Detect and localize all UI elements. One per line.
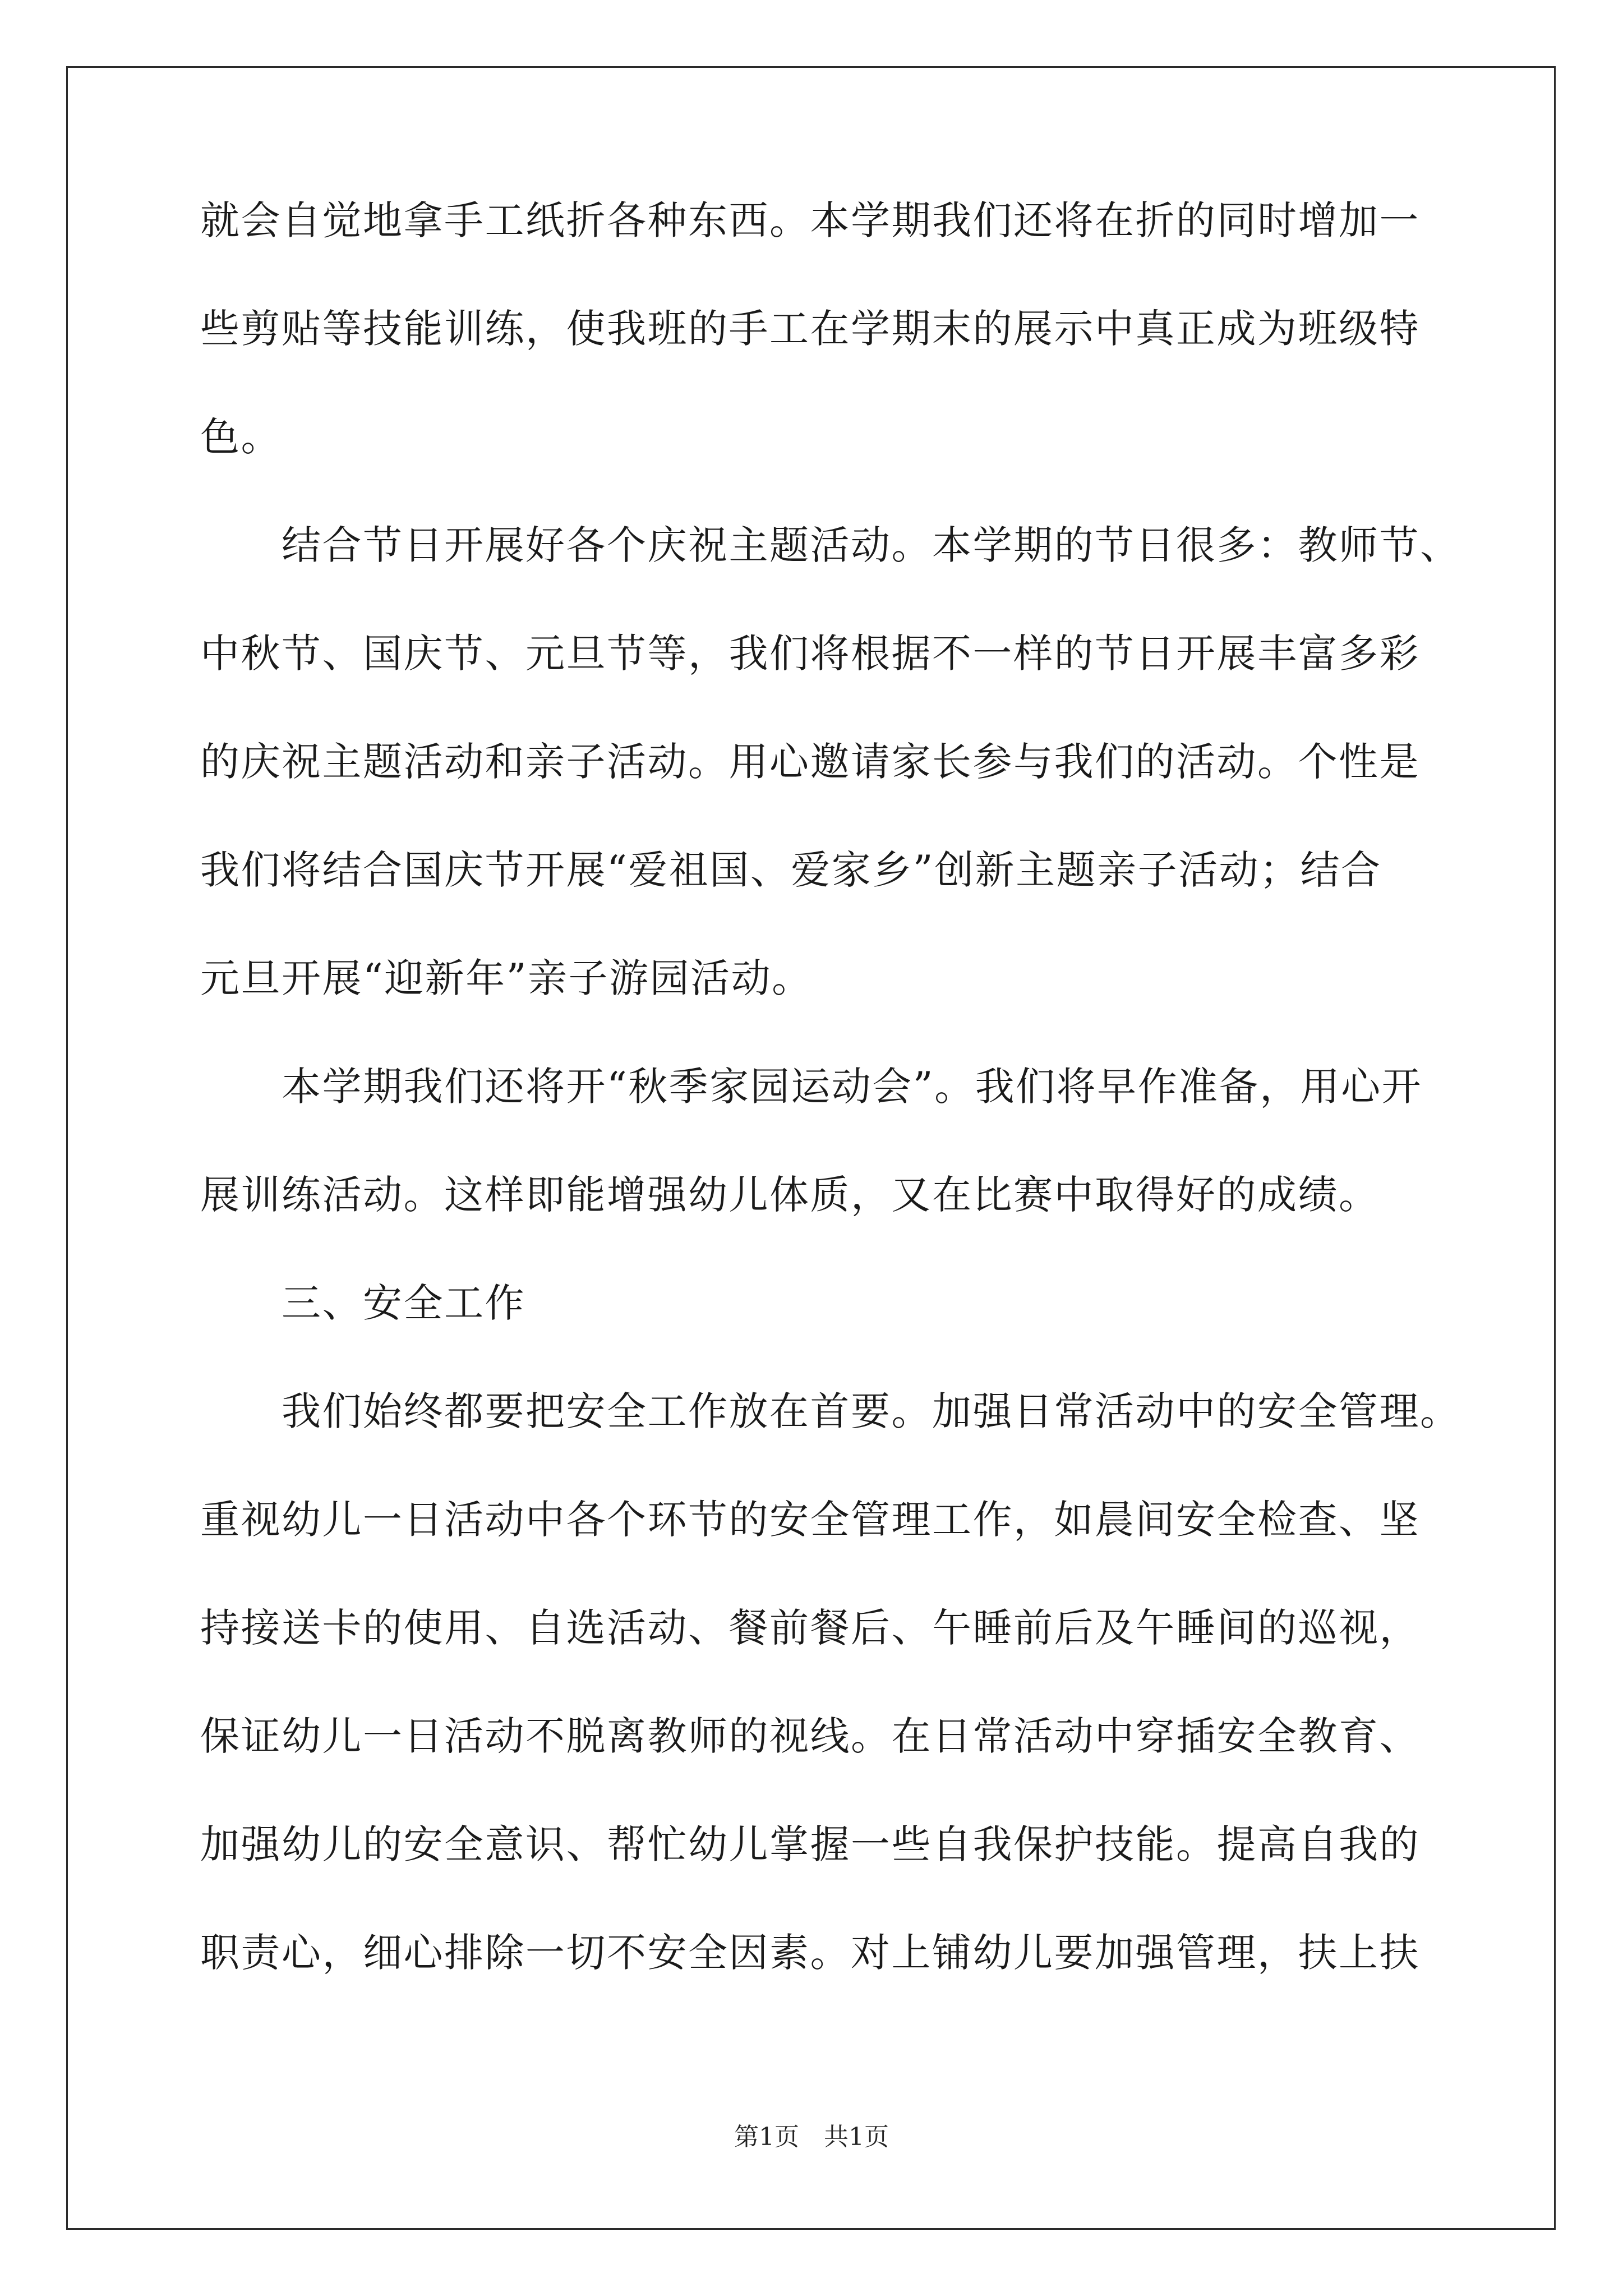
section-heading: 三、安全工作 (200, 1280, 525, 1326)
text-line: 展训练活动。这样即能增强幼儿体质，又在比赛中取得好的成绩。 (200, 1172, 1380, 1218)
text-line: 的庆祝主题活动和亲子活动。用心邀请家长参与我们的活动。个性是 (200, 739, 1420, 785)
text-line: 重视幼儿一日活动中各个环节的安全管理工作，如晨间安全检查、坚 (200, 1497, 1420, 1543)
text-line: 保证幼儿一日活动不脱离教师的视线。在日常活动中穿插安全教育、 (200, 1713, 1420, 1759)
text-line: 加强幼儿的安全意识、帮忙幼儿掌握一些自我保护技能。提高自我的 (200, 1821, 1420, 1867)
text-line: 就会自觉地拿手工纸折各种东西。本学期我们还将在折的同时增加一 (200, 197, 1420, 243)
text-line: 色。 (200, 414, 282, 460)
text-line: 我们将结合国庆节开展“爱祖国、爱家乡”创新主题亲子活动；结合 (200, 847, 1382, 893)
text-line: 结合节日开展好各个庆祝主题活动。本学期的节日很多：教师节、 (200, 522, 1461, 568)
text-line: 元旦开展“迎新年”亲子游园活动。 (200, 955, 813, 1001)
document-body (200, 197, 1461, 2041)
text-line: 职责心，细心排除一切不安全因素。对上铺幼儿要加强管理，扶上扶 (200, 1930, 1420, 1976)
text-line: 本学期我们还将开“秋季家园运动会”。我们将早作准备，用心开 (200, 1064, 1423, 1110)
text-line: 我们始终都要把安全工作放在首要。加强日常活动中的安全管理。 (200, 1388, 1461, 1434)
page-number-footer: 第1页 共1页 (734, 2123, 889, 2151)
text-line: 持接送卡的使用、自选活动、餐前餐后、午睡前后及午睡间的巡视， (200, 1605, 1420, 1651)
text-line: 些剪贴等技能训练，使我班的手工在学期末的展示中真正成为班级特 (200, 306, 1420, 352)
text-line: 中秋节、国庆节、元旦节等，我们将根据不一样的节日开展丰富多彩 (200, 631, 1420, 677)
